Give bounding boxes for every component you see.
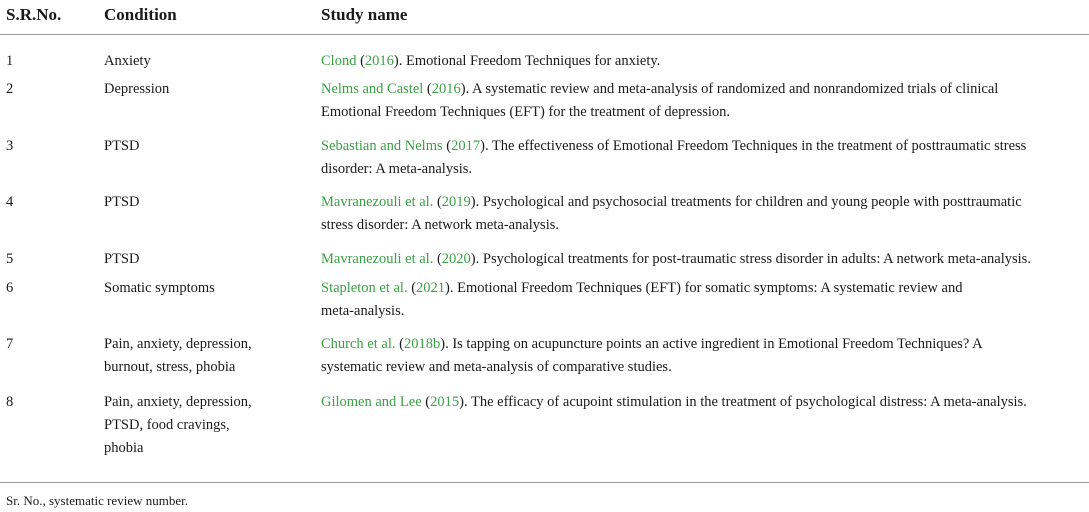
row-study-name: Gilomen and Lee (2015). The efficacy of acupoint stimulation in the treatment of psychological distress: A meta-analysis.: [321, 394, 1027, 410]
citation-author-link[interactable]: Church et al.: [321, 336, 396, 352]
citation-year-link[interactable]: 2018b: [403, 336, 441, 352]
row-number: 1: [6, 53, 14, 69]
citation-author-link[interactable]: Gilomen and Lee: [321, 394, 422, 410]
row-condition: PTSD: [104, 138, 140, 154]
row-study-name: Mavranezouli et al. (2020). Psychological treatments for post-traumatic stress disorder in adults: A network meta-analysis.: [321, 251, 1031, 267]
header-condition: Condition: [104, 5, 177, 24]
citation-year-link[interactable]: 2020: [441, 251, 471, 267]
citation-year-link[interactable]: 2021: [416, 280, 446, 296]
table-footnote: Sr. No., systematic review number.: [6, 493, 188, 508]
row-study-name: Stapleton et al. (2021). Emotional Freedom Techniques (EFT) for somatic symptoms: A systematic review and meta-analysis.: [321, 280, 963, 319]
citation-year-link[interactable]: 2016: [364, 53, 394, 69]
row-number: 6: [6, 280, 14, 296]
citation-year-link[interactable]: 2019: [441, 194, 471, 210]
citation-year-link[interactable]: 2016: [431, 81, 461, 97]
citation-author-link[interactable]: Stapleton et al.: [321, 280, 408, 296]
row-condition: Somatic symptoms: [104, 280, 215, 296]
header-srno: S.R.No.: [6, 5, 62, 24]
row-study-name: Church et al. (2018b). Is tapping on acupuncture points an active ingredient in Emotional Freedom Techniques? A systematic review and meta-analysis of comparative studies.: [321, 336, 983, 375]
citation-author-link[interactable]: Mavranezouli et al.: [321, 251, 434, 267]
citation-author-link[interactable]: Sebastian and Nelms: [321, 138, 443, 154]
header-study-name: Study name: [321, 5, 408, 24]
citation-year-link[interactable]: 2017: [451, 138, 481, 154]
row-study-name: Clond (2016). Emotional Freedom Techniques for anxiety.: [321, 53, 661, 69]
row-condition: Pain, anxiety, depression, burnout, stress, phobia: [104, 336, 252, 375]
citation-author-link[interactable]: Mavranezouli et al.: [321, 194, 434, 210]
row-number: 4: [6, 194, 14, 210]
citation-author-link[interactable]: Nelms and Castel: [321, 81, 424, 97]
row-study-name: Sebastian and Nelms (2017). The effectiveness of Emotional Freedom Techniques in the treatment of posttraumatic stress disorder: A meta-analysis.: [321, 138, 1027, 177]
bottom-rule: [0, 482, 1089, 483]
row-condition: Depression: [104, 81, 170, 97]
row-number: 2: [6, 81, 14, 97]
citation-year-link[interactable]: 2015: [430, 394, 460, 410]
row-study-name: Nelms and Castel (2016). A systematic review and meta-analysis of randomized and nonrandomized trials of clinical Emotional Freedom Techniques (EFT) for the treatment of depression.: [321, 81, 999, 120]
row-number: 7: [6, 336, 14, 352]
citation-author-link[interactable]: Clond: [321, 53, 357, 69]
row-study-name: Mavranezouli et al. (2019). Psychological and psychosocial treatments for children and young people with posttraumatic stress disorder: A network meta-analysis.: [321, 194, 1022, 233]
header-rule: [0, 34, 1089, 35]
row-number: 8: [6, 394, 14, 410]
row-number: 5: [6, 251, 14, 267]
row-condition: Pain, anxiety, depression, PTSD, food cravings, phobia: [104, 394, 252, 456]
row-condition: PTSD: [104, 194, 140, 210]
row-condition: PTSD: [104, 251, 140, 267]
row-condition: Anxiety: [104, 53, 151, 69]
row-number: 3: [6, 138, 14, 154]
